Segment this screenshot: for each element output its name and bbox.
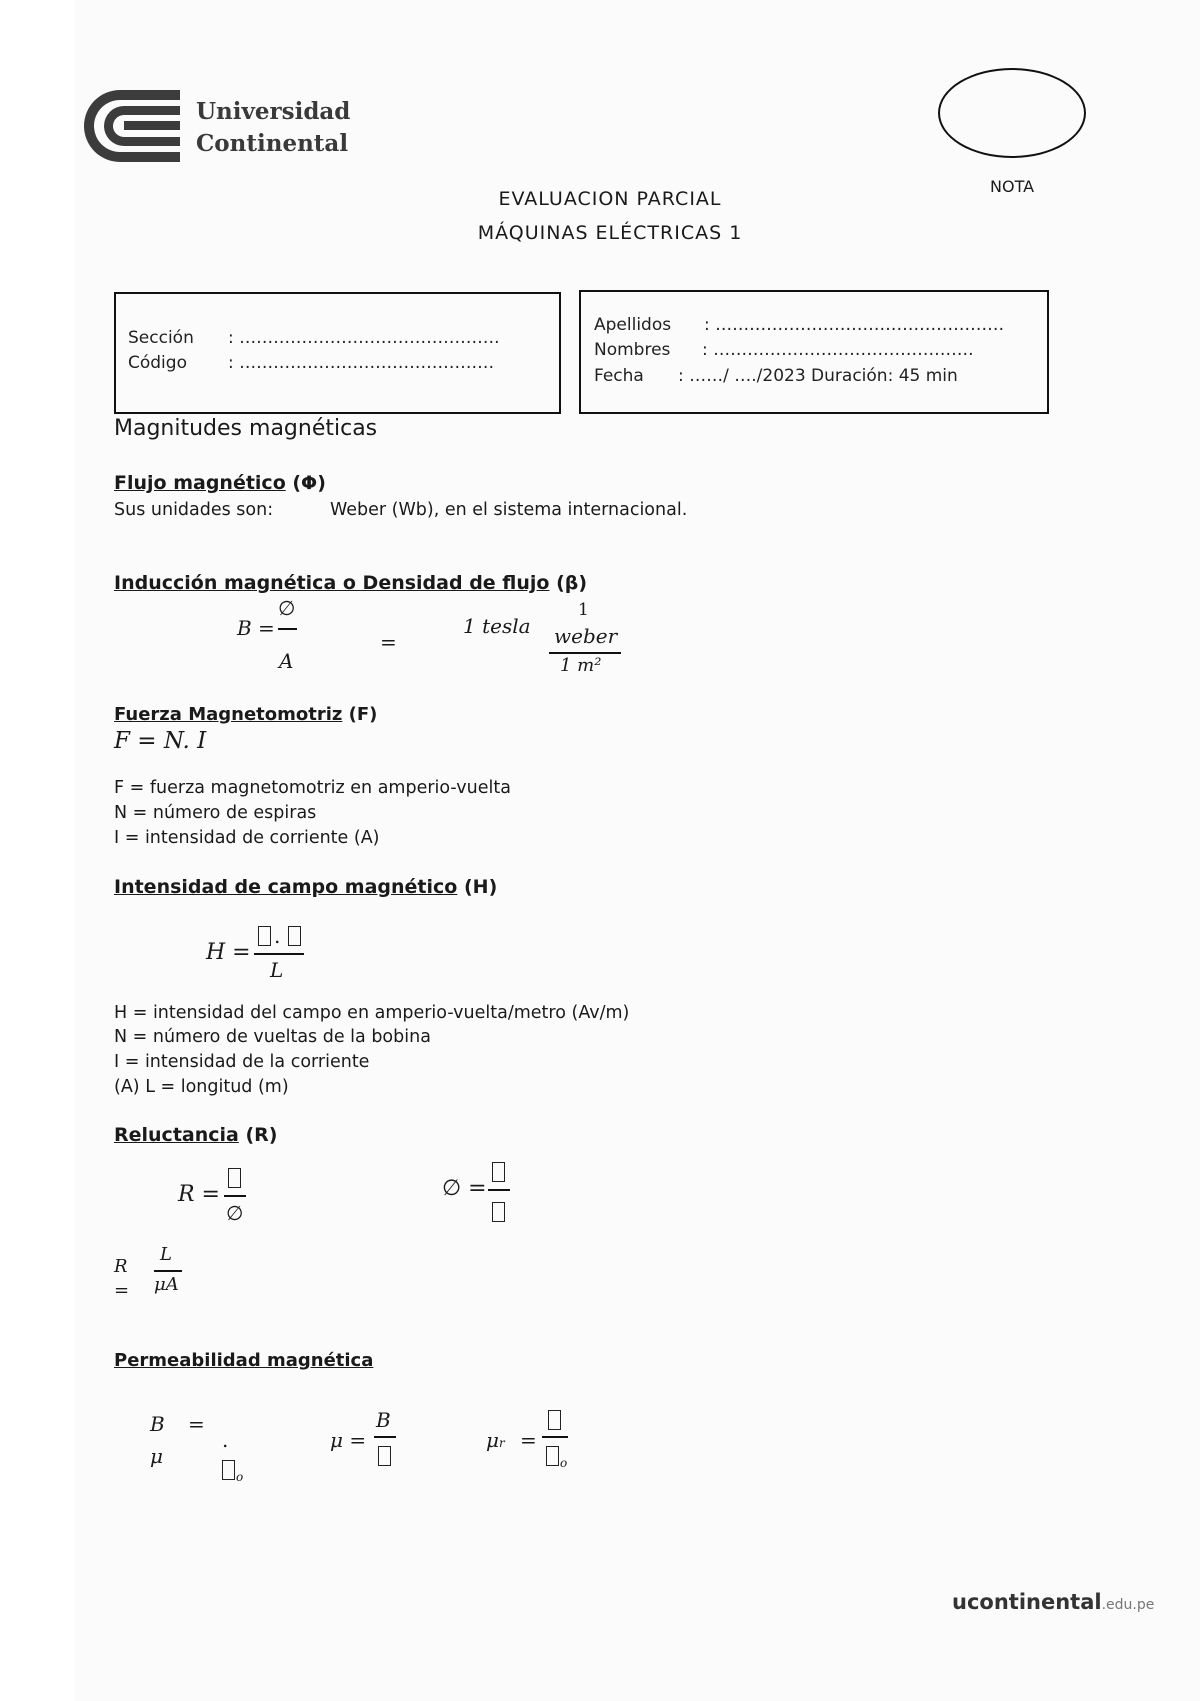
induccion-weber-bar xyxy=(549,652,621,654)
university-logo-icon xyxy=(82,88,182,164)
logo-line-1: Universidad xyxy=(196,98,351,125)
permeabilidad-h-den-glyph xyxy=(378,1446,391,1466)
grade-label: NOTA xyxy=(990,177,1035,196)
section-title: Magnitudes magnéticas xyxy=(114,416,378,441)
reluctancia-den-2-glyph xyxy=(492,1202,505,1222)
permeabilidad-mu: μ xyxy=(150,1444,163,1468)
permeabilidad-fraction-bar-1 xyxy=(374,1436,396,1438)
logo-line-2: Continental xyxy=(196,130,349,157)
permeabilidad-mur-lhs xyxy=(486,1428,505,1452)
permeabilidad-mu-lhs: μ = xyxy=(330,1428,367,1452)
permeabilidad-mur-den-sub: o xyxy=(560,1456,568,1470)
permeabilidad-heading xyxy=(114,1350,373,1371)
seccion-field[interactable]: : ………………………………………. xyxy=(228,328,500,348)
codigo-label: Código xyxy=(128,353,187,373)
induccion-den: A xyxy=(279,649,294,673)
fuerza-heading-text: Fuerza Magnetomotriz xyxy=(114,704,343,725)
permeabilidad-mur-mu: μ xyxy=(486,1428,499,1452)
fuerza-def-n: N = número de espiras xyxy=(114,803,317,823)
intensidad-def-n: N = número de vueltas de la bobina xyxy=(114,1027,431,1047)
permeabilidad-eq: = xyxy=(188,1412,205,1436)
course-title: MÁQUINAS ELÉCTRICAS 1 xyxy=(477,222,743,244)
induccion-fraction-bar xyxy=(278,628,297,630)
intensidad-num-n-glyph xyxy=(258,926,271,946)
reluctancia-fraction-bar-2 xyxy=(488,1189,510,1191)
reluctancia-heading-text: Reluctancia xyxy=(114,1124,239,1146)
permeabilidad-mur-den-glyph xyxy=(546,1446,559,1466)
reluctancia-den-1: ∅ xyxy=(226,1201,244,1225)
intensidad-den: L xyxy=(270,958,284,982)
footer-domain: .edu.pe xyxy=(1101,1597,1155,1613)
fuerza-def-i: I = intensidad de corriente (A) xyxy=(114,828,380,848)
induccion-equals: = xyxy=(380,630,397,654)
logo-text xyxy=(196,96,350,160)
fuerza-def-f: F = fuerza magnetomotriz en amperio-vuelta xyxy=(114,778,511,798)
permeabilidad-heading-text: Permeabilidad magnética xyxy=(114,1350,374,1371)
reluctancia-den-3: μA xyxy=(154,1274,179,1295)
fuerza-heading xyxy=(114,704,377,725)
reluctancia-num-2-glyph xyxy=(492,1162,505,1182)
fuerza-formula: F = N. I xyxy=(114,728,207,754)
permeabilidad-mur-eq: = xyxy=(520,1428,537,1452)
reluctancia-fraction-bar-3 xyxy=(154,1270,182,1272)
intensidad-def-l: (A) L = longitud (m) xyxy=(114,1077,289,1097)
flujo-heading xyxy=(114,472,326,494)
flujo-symbol: (Φ) xyxy=(292,472,326,494)
induccion-num: ∅ xyxy=(278,596,296,620)
permeabilidad-fraction-bar-2 xyxy=(542,1436,568,1438)
induccion-weber: weber xyxy=(554,624,618,648)
flujo-heading-text: Flujo magnético xyxy=(114,472,286,494)
flujo-units-label: Sus unidades son: xyxy=(114,500,274,520)
intensidad-dot: . xyxy=(274,924,281,948)
intensidad-heading-text: Intensidad de campo magnético xyxy=(114,876,458,898)
intensidad-symbol: (H) xyxy=(463,876,498,898)
permeabilidad-mur-num-glyph xyxy=(548,1410,561,1430)
reluctancia-symbol: (R) xyxy=(245,1124,278,1146)
intensidad-lhs: H = xyxy=(206,940,251,965)
permeabilidad-sub-o: o xyxy=(236,1470,244,1484)
permeabilidad-b: B xyxy=(150,1412,165,1436)
induccion-one: 1 xyxy=(578,600,589,620)
induccion-heading-text: Inducción magnética o Densidad de flujo xyxy=(114,572,550,594)
reluctancia-lhs-1: R = xyxy=(178,1182,220,1207)
grade-oval xyxy=(938,68,1086,158)
induccion-tesla: 1 tesla xyxy=(463,614,531,638)
fuerza-symbol: (F) xyxy=(348,704,378,725)
nombres-field[interactable]: : ………………………………………. xyxy=(702,340,974,360)
intensidad-def-h: H = intensidad del campo en amperio-vuelta/metro (Av/m) xyxy=(114,1003,630,1023)
fecha-field[interactable]: : ……/ …./2023 Duración: 45 min xyxy=(678,366,958,386)
induccion-heading xyxy=(114,572,587,594)
permeabilidad-dot: . xyxy=(222,1428,229,1452)
intensidad-num-i-glyph xyxy=(288,926,301,946)
reluctancia-lhs-2: ∅ = xyxy=(442,1176,487,1201)
reluctancia-fraction-bar-1 xyxy=(224,1195,246,1197)
permeabilidad-mur-sub: r xyxy=(499,1436,505,1450)
reluctancia-r-label: R xyxy=(114,1256,128,1277)
exam-title: EVALUACION PARCIAL xyxy=(498,188,722,210)
induccion-symbol: (β) xyxy=(556,572,588,594)
flujo-units-value: Weber (Wb), en el sistema internacional. xyxy=(330,500,688,520)
permeabilidad-mu-num: B xyxy=(376,1408,391,1432)
apellidos-field[interactable]: : …………………………………………… xyxy=(704,315,1005,335)
fecha-label: Fecha xyxy=(594,366,644,386)
reluctancia-heading xyxy=(114,1124,277,1146)
permeabilidad-h-glyph xyxy=(222,1460,235,1480)
intensidad-fraction-bar xyxy=(254,953,304,955)
nombres-label: Nombres xyxy=(594,340,671,360)
codigo-field[interactable]: : ……………………………………… xyxy=(228,353,495,373)
page-background xyxy=(75,0,1200,1701)
apellidos-label: Apellidos xyxy=(594,315,672,335)
reluctancia-num-glyph xyxy=(228,1168,241,1188)
reluctancia-num-3: L xyxy=(160,1244,172,1265)
induccion-m2: 1 m² xyxy=(560,655,602,676)
reluctancia-r-eq: = xyxy=(114,1280,130,1301)
intensidad-def-i: I = intensidad de la corriente xyxy=(114,1052,370,1072)
footer-brand xyxy=(952,1590,1154,1614)
footer-brand-name: ucontinental xyxy=(952,1590,1102,1614)
intensidad-heading xyxy=(114,876,497,898)
seccion-label: Sección xyxy=(128,328,194,348)
induccion-lhs: B = xyxy=(237,616,275,640)
